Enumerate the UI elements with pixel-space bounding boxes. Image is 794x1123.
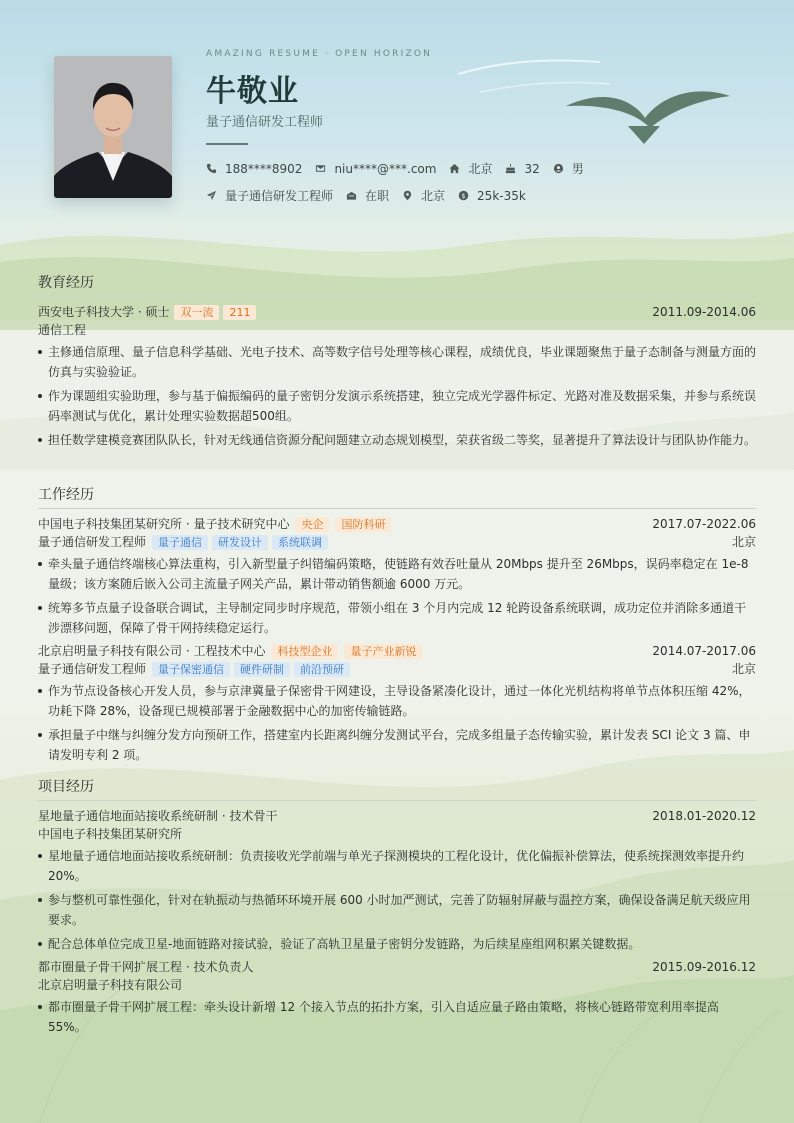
school-tag: 双一流 bbox=[174, 305, 219, 320]
education-header bbox=[38, 303, 756, 321]
list-item: 配合总体单位完成卫星-地面链路对接试验，验证了高轨卫星量子密钥分发链路，为后续星座组网积累关键数据。 bbox=[38, 934, 756, 954]
list-item: 承担量子中继与纠缠分发方向预研工作，搭建室内长距离纠缠分发测试平台，完成多组量子态传输实验，累计发表 SCI 论文 3 篇、申请发明专利 2 项。 bbox=[38, 725, 756, 765]
role-tag: 前沿预研 bbox=[294, 662, 350, 677]
section-title-work: 工作经历 bbox=[38, 484, 756, 509]
gender-icon bbox=[553, 163, 564, 174]
info-phone: 188****8902 bbox=[206, 162, 302, 176]
list-item: 担任数学建模竞赛团队队长，针对无线通信资源分配问题建立动态规划模型，荣获省级二等奖，显著提升了算法设计与团队协作能力。 bbox=[38, 430, 756, 450]
info-gender: 男 bbox=[553, 160, 584, 177]
project-entry bbox=[38, 958, 756, 1037]
job-intent-row bbox=[206, 187, 539, 204]
project-date: 2015.09-2016.12 bbox=[652, 960, 756, 974]
section-title-projects: 项目经历 bbox=[38, 776, 756, 801]
project-date: 2018.01-2020.12 bbox=[652, 809, 756, 823]
contact-row bbox=[206, 160, 597, 177]
job-bullets bbox=[38, 681, 756, 765]
role-tag: 系统联调 bbox=[272, 535, 328, 550]
mail-icon bbox=[315, 163, 326, 174]
avatar bbox=[54, 56, 172, 198]
cake-icon bbox=[505, 163, 516, 174]
role-tag: 量子保密通信 bbox=[152, 662, 230, 677]
list-item: 主修通信原理、量子信息科学基础、光电子技术、高等数字信号处理等核心课程，成绩优良，毕业课题聚焦于量子态制备与测量方面的仿真与实验验证。 bbox=[38, 342, 756, 382]
location-icon bbox=[402, 190, 413, 201]
role-tag: 研发设计 bbox=[212, 535, 268, 550]
list-item: 星地量子通信地面站接收系统研制：负责接收光学前端与单光子探测模块的工程化设计，优化偏振补偿算法，使系统探测效率提升约 20%。 bbox=[38, 846, 756, 886]
info-age: 32 bbox=[505, 162, 539, 176]
role-name: 量子通信研发工程师 bbox=[38, 535, 147, 549]
list-item: 统筹多节点量子设备联合调试，主导制定同步时序规范，带领小组在 3 个月内完成 12 轮跨设备系统联调，成功定位并消除多通道干涉漂移问题，保障了骨干网持续稳定运行。 bbox=[38, 598, 756, 638]
project-name: 星地量子通信地面站接收系统研制 · 技术骨干 bbox=[38, 809, 278, 823]
info-status: 在职 bbox=[346, 187, 389, 204]
status-icon bbox=[346, 190, 357, 201]
role-tag: 量子通信 bbox=[152, 535, 208, 550]
job-city: 北京 bbox=[731, 535, 756, 549]
project-bullets bbox=[38, 846, 756, 954]
job-date: 2014.07-2017.06 bbox=[652, 644, 756, 658]
info-salary: $ 25k-35k bbox=[458, 189, 526, 203]
salary-icon bbox=[458, 190, 469, 201]
list-item: 作为课题组实验助理，参与基于偏振编码的量子密钥分发演示系统搭建，独立完成光学器件标定、光路对准及数据采集，并参与系统误码率测试与优化，累计处理实验数据超500组。 bbox=[38, 386, 756, 426]
projects-section bbox=[38, 776, 756, 1041]
info-city: 北京 bbox=[449, 160, 492, 177]
role-name: 量子通信研发工程师 bbox=[38, 662, 147, 676]
company-tag: 量子产业新锐 bbox=[344, 644, 422, 659]
work-section bbox=[38, 484, 756, 769]
company-tag: 科技型企业 bbox=[271, 644, 338, 659]
major: 通信工程 bbox=[38, 323, 87, 337]
school-tag: 211 bbox=[223, 305, 256, 320]
job-date: 2017.07-2022.06 bbox=[652, 517, 756, 531]
project-org: 北京启明量子科技有限公司 bbox=[38, 978, 183, 992]
tagline: AMAZING RESUME · OPEN HORIZON bbox=[206, 49, 433, 59]
phone-icon bbox=[206, 163, 217, 174]
school-name: 西安电子科技大学 · 硕士 bbox=[38, 305, 170, 319]
company-tag: 央企 bbox=[295, 517, 329, 532]
project-name: 都市圈量子骨干网扩展工程 · 技术负责人 bbox=[38, 960, 254, 974]
job-bullets bbox=[38, 554, 756, 638]
list-item: 牵头量子通信终端核心算法重构，引入新型量子纠错编码策略，使链路有效吞吐量从 20Mbps 提升至 26Mbps，误码率稳定在 1e-8 量级；该方案随后嵌入公司主流量子网关产品，累计带动销售额逾 6000 万元。 bbox=[38, 554, 756, 594]
project-bullets bbox=[38, 997, 756, 1037]
title-divider bbox=[206, 143, 248, 145]
job-title: 量子通信研发工程师 bbox=[206, 115, 324, 130]
role-tag: 硬件研制 bbox=[234, 662, 290, 677]
list-item: 参与整机可靠性强化，针对在轨振动与热循环环境开展 600 小时加严测试，完善了防辐射屏蔽与温控方案，确保设备满足航天级应用要求。 bbox=[38, 890, 756, 930]
company-tag: 国防科研 bbox=[335, 517, 391, 532]
education-section bbox=[38, 272, 756, 454]
info-location: 北京 bbox=[402, 187, 445, 204]
education-bullets bbox=[38, 342, 756, 450]
home-icon bbox=[449, 163, 460, 174]
list-item: 作为节点设备核心开发人员，参与京津冀量子保密骨干网建设，主导设备紧凑化设计，通过一体化光机结构将单节点体积压缩 42%，功耗下降 28%，设备现已规模部署于金融数据中心的加密传输链路。 bbox=[38, 681, 756, 721]
education-date: 2011.09-2014.06 bbox=[652, 305, 756, 319]
candidate-name: 牛敬业 bbox=[206, 74, 299, 109]
info-intent: 量子通信研发工程师 bbox=[206, 187, 333, 204]
project-org: 中国电子科技集团某研究所 bbox=[38, 827, 183, 841]
list-item: 都市圈量子骨干网扩展工程：牵头设计新增 12 个接入节点的拓扑方案，引入自适应量子路由策略，将核心链路带宽利用率提高 55%。 bbox=[38, 997, 756, 1037]
send-icon bbox=[206, 190, 217, 201]
section-title-education: 教育经历 bbox=[38, 272, 756, 297]
project-entry bbox=[38, 807, 756, 954]
job-entry bbox=[38, 515, 756, 638]
info-email: niu****@***.com bbox=[315, 162, 436, 176]
company-name: 北京启明量子科技有限公司 · 工程技术中心 bbox=[38, 644, 266, 658]
company-name: 中国电子科技集团某研究所 · 量子技术研究中心 bbox=[38, 517, 290, 531]
svg-text:$: $ bbox=[461, 191, 466, 200]
job-entry bbox=[38, 642, 756, 765]
job-city: 北京 bbox=[731, 662, 756, 676]
